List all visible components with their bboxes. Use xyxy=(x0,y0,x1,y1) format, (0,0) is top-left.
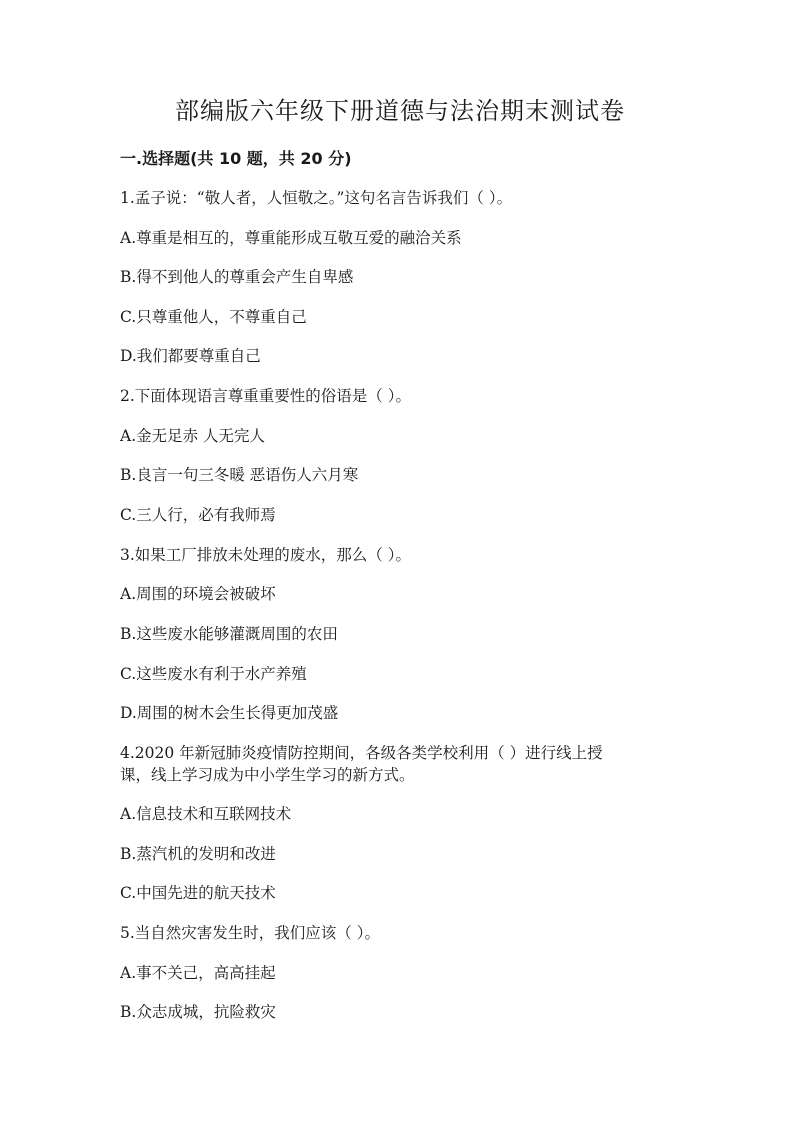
question-4-option-a: A.信息技术和互联网技术 xyxy=(120,805,292,823)
page-title: 部编版六年级下册道德与法治期末测试卷 xyxy=(175,97,625,125)
question-4-option-c: C.中国先进的航天技术 xyxy=(120,884,276,902)
question-2-option-c: C.三人行，必有我师焉 xyxy=(120,506,276,524)
question-3-option-c: C.这些废水有利于水产养殖 xyxy=(120,665,307,683)
question-5-stem: 5.当自然灾害发生时，我们应该（ ）。 xyxy=(120,924,380,942)
section-heading: 一.选择题(共 10 题，共 20 分) xyxy=(120,149,352,168)
question-3-option-d: D.周围的树木会生长得更加茂盛 xyxy=(120,704,339,722)
question-3-option-a: A.周围的环境会被破坏 xyxy=(120,585,276,603)
question-1-stem: 1.孟子说：“敬人者，人恒敬之。”这句名言告诉我们（ ）。 xyxy=(120,189,513,207)
question-3-stem: 3.如果工厂排放未处理的废水，那么（ ）。 xyxy=(120,546,411,564)
question-4-stem-line-1: 4.2020 年新冠肺炎疫情防控期间，各级各类学校利用（ ）进行线上授 xyxy=(120,744,603,762)
question-2-option-a: A.金无足赤 人无完人 xyxy=(120,427,266,445)
question-4-stem-line-2: 课，线上学习成为中小学生学习的新方式。 xyxy=(120,766,415,784)
question-1-option-a: A.尊重是相互的，尊重能形成互敬互爱的融洽关系 xyxy=(120,229,462,247)
question-1-option-d: D.我们都要尊重自己 xyxy=(120,347,261,365)
question-2-stem: 2.下面体现语言尊重重要性的俗语是（ ）。 xyxy=(120,387,411,405)
question-1-option-c: C.只尊重他人，不尊重自己 xyxy=(120,308,307,326)
question-3-option-b: B.这些废水能够灌溉周围的农田 xyxy=(120,625,338,643)
question-5-option-b: B.众志成城，抗险救灾 xyxy=(120,1003,276,1021)
question-4-option-b: B.蒸汽机的发明和改进 xyxy=(120,845,276,863)
question-5-option-a: A.事不关己，高高挂起 xyxy=(120,964,276,982)
question-2-option-b: B.良言一句三冬暖 恶语伤人六月寒 xyxy=(120,466,359,484)
question-1-option-b: B.得不到他人的尊重会产生自卑感 xyxy=(120,268,354,286)
